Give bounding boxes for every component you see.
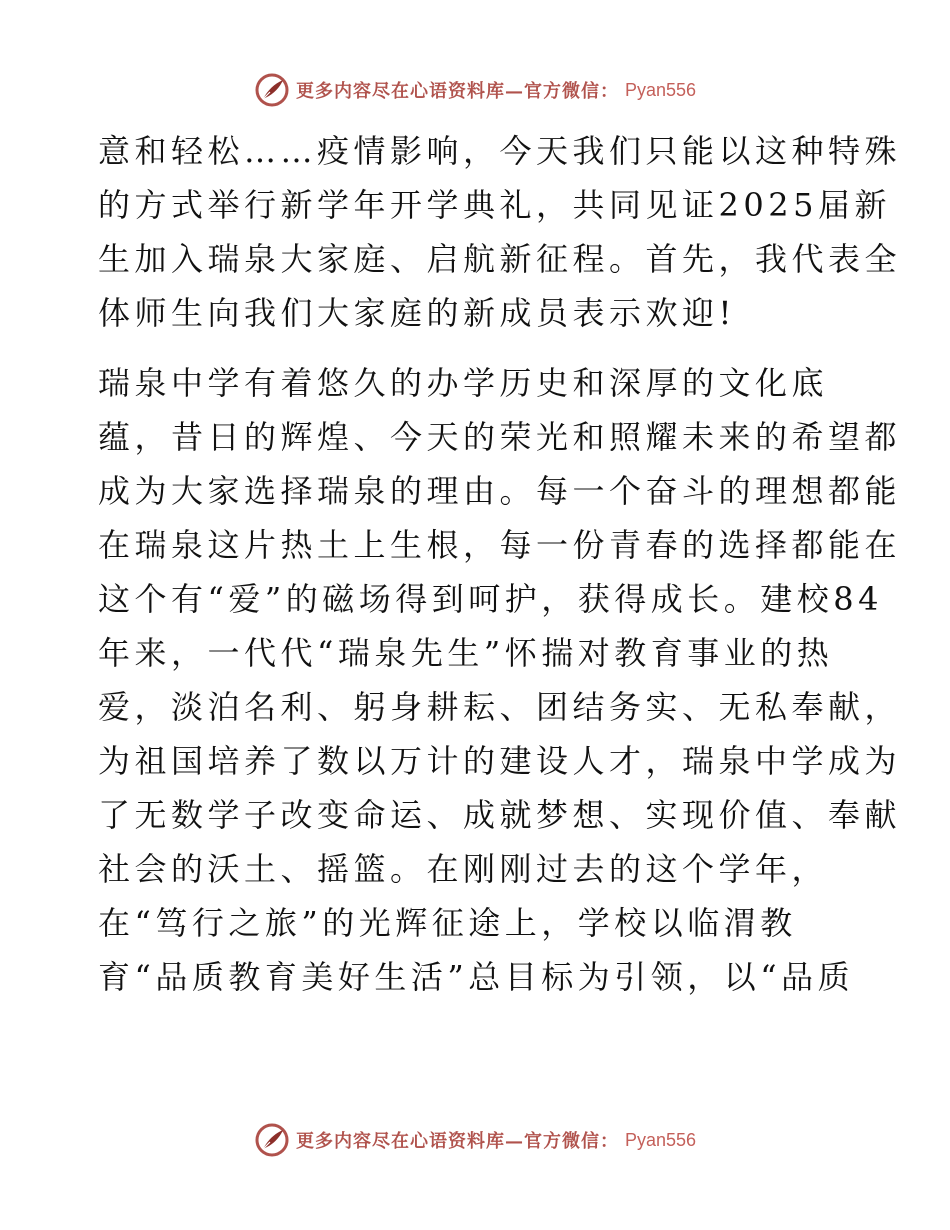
text-line: 爱，淡泊名利、躬身耕耘、团结务实、无私奉献， xyxy=(98,688,902,726)
header-banner xyxy=(0,70,950,110)
feather-quill-icon xyxy=(254,72,290,108)
text-line: 成为大家选择瑞泉的理由。每一个奋斗的理想都能 xyxy=(98,472,902,510)
banner-wechat-id: Pyan556 xyxy=(624,1129,697,1150)
text-line: 年来，一代代“瑞泉先生”怀揣对教育事业的热 xyxy=(98,634,834,672)
text-line: 蕴，昔日的辉煌、今天的荣光和照耀未来的希望都 xyxy=(98,418,902,456)
banner-text: 更多内容尽在心语资料库—官方微信： xyxy=(295,81,619,102)
paragraph-gap xyxy=(98,340,858,356)
paragraph-1 xyxy=(98,124,902,340)
text-line: 瑞泉中学有着悠久的办学历史和深厚的文化底 xyxy=(98,364,829,402)
text-line: 的方式举行新学年开学典礼，共同见证2025届新 xyxy=(98,186,891,224)
text-line: 体师生向我们大家庭的新成员表示欢迎! xyxy=(98,294,736,332)
banner-wechat-id: Pyan556 xyxy=(624,79,697,100)
text-line: 社会的沃土、摇篮。在刚刚过去的这个学年， xyxy=(98,850,829,888)
text-line: 这个有“爱”的磁场得到呵护，获得成长。建校84 xyxy=(98,580,883,618)
footer-banner xyxy=(0,1120,950,1160)
text-line: 在瑞泉这片热土上生根，每一份青春的选择都能在 xyxy=(98,526,902,564)
text-line: 育“品质教育美好生活”总目标为引领，以“品质 xyxy=(98,958,855,996)
document-body xyxy=(98,124,902,1004)
feather-quill-icon xyxy=(254,1122,290,1158)
text-line: 意和轻松……疫情影响，今天我们只能以这种特殊 xyxy=(98,132,902,170)
text-line: 了无数学子改变命运、成就梦想、实现价值、奉献 xyxy=(98,796,902,834)
text-line: 生加入瑞泉大家庭、启航新征程。首先，我代表全 xyxy=(98,240,902,278)
paragraph-2 xyxy=(98,356,902,1004)
banner-text: 更多内容尽在心语资料库—官方微信： xyxy=(295,1131,619,1152)
text-line: 为祖国培养了数以万计的建设人才，瑞泉中学成为 xyxy=(98,742,902,780)
text-line: 在“笃行之旅”的光辉征途上，学校以临渭教 xyxy=(98,904,797,942)
